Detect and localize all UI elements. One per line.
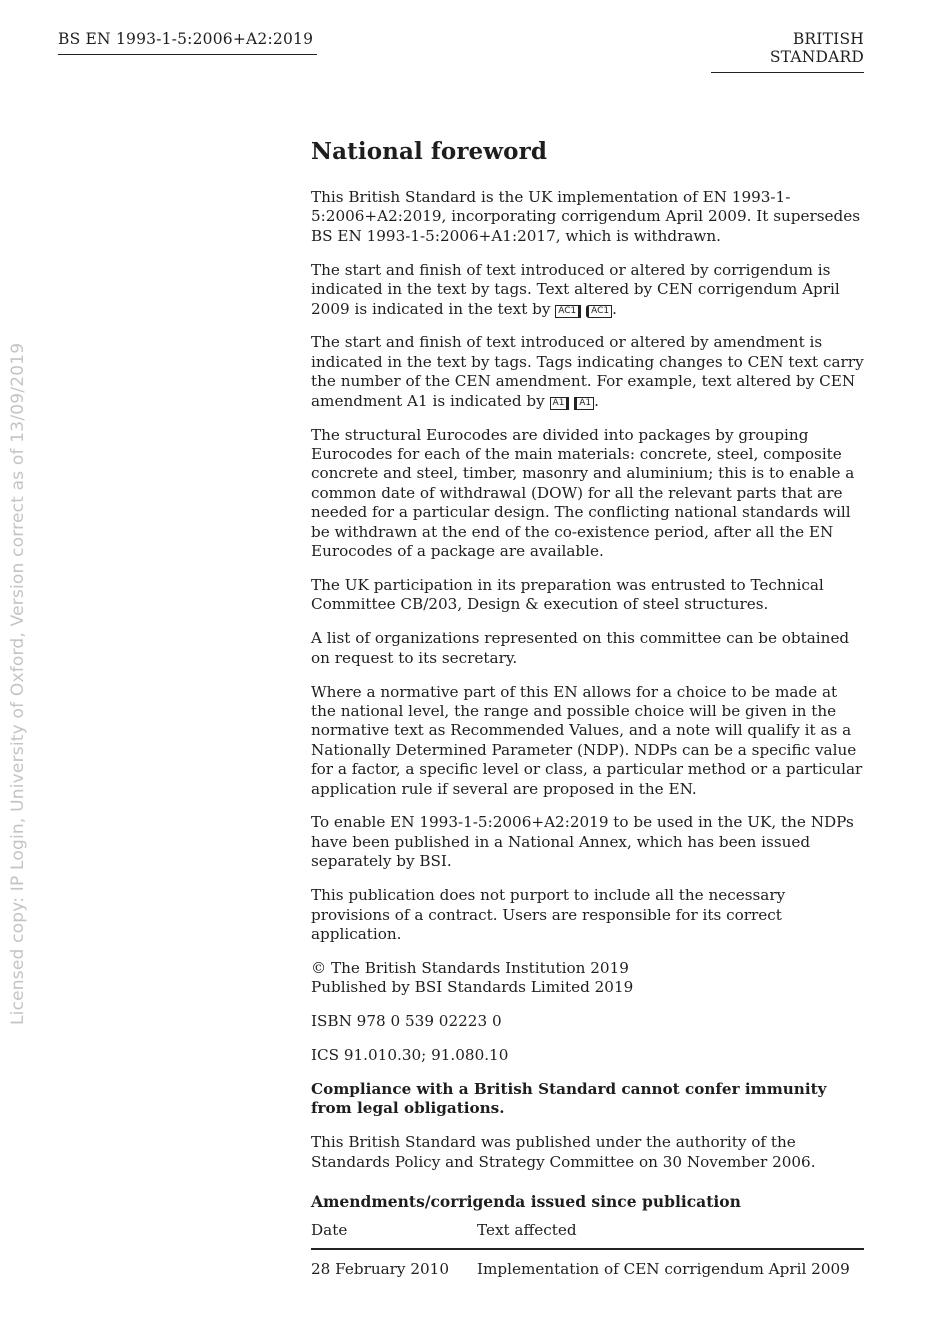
paragraph-ndp: Where a normative part of this EN allows for a choice to be made at the national level, the range and possible choice will be given in the normative text as Recommended Values, and a note will qualify it as a Nationally Determined Parameter (NDP). NDPs can be a specific value for a factor, a specific level or class, a particular method or a particular application rule if several are proposed in the EN. xyxy=(311,682,863,798)
paragraph-corrigendum-tags: The start and finish of text introduced or altered by corrigendum is indicated in the text by tags. Text altered by CEN corrigendum April 2009 is indicated in the text by AC1 AC1 . xyxy=(311,260,840,318)
paragraph-corrigendum-text: The start and finish of text introduced or altered by corrigendum is indicated in the text by tags. Text altered by CEN corrigendum April 2009 is indicated in the text by xyxy=(311,260,840,318)
paragraph-organizations: A list of organizations represented on this committee can be obtained on request to its secretary. xyxy=(311,629,850,667)
column-header-date: Date xyxy=(311,1218,477,1249)
table-row xyxy=(311,1249,864,1278)
isbn-line: ISBN 978 0 539 02223 0 xyxy=(311,1012,502,1031)
paragraph-national-annex: To enable EN 1993-1-5:2006+A2:2019 to be used in the UK, the NDPs have been published in a National Annex, which has been issued separately by BSI. xyxy=(311,813,854,871)
paragraph-implementation: This British Standard is the UK implementation of EN 1993-1-5:2006+A2:2019, incorporating corrigendum April 2009. It supersedes BS EN 1993-1-5:2006+A1:2017, which is withdrawn. xyxy=(311,188,861,245)
compliance-notice: Compliance with a British Standard cannot confer immunity from legal obligations. xyxy=(311,1080,827,1118)
amendment-text-affected: Implementation of CEN corrigendum April 2009 xyxy=(477,1260,850,1279)
page-title: National foreword xyxy=(311,138,548,165)
amendment-date: 28 February 2010 xyxy=(311,1260,449,1279)
amendments-header-row xyxy=(311,1218,864,1249)
paragraph-provisions: This publication does not purport to include all the necessary provisions of a contract. Users are responsible for its correct application. xyxy=(311,886,786,943)
paragraph-committee: The UK participation in its preparation was entrusted to Technical Committee CB/203, Design & execution of steel structures. xyxy=(311,575,824,614)
license-watermark: Licensed copy: IP Login, University of Oxford, Version correct as of 13/09/2019 xyxy=(8,342,28,1025)
column-header-text-affected: Text affected xyxy=(477,1218,864,1249)
paragraph-amendment-text: The start and finish of text introduced or altered by amendment is indicated in the text by tags. Tags indicating changes to CEN text carry the number of the CEN amendment. For example, text altered by CEN amendment A1 is indicated by xyxy=(311,333,864,410)
ac-open-tag-icon: AC1 xyxy=(555,305,581,318)
amendments-title: Amendments/corrigenda issued since publication xyxy=(311,1192,741,1212)
header-document-id: BS EN 1993-1-5:2006+A2:2019 xyxy=(58,30,317,55)
header-publisher-label: BRITISH STANDARD xyxy=(711,30,864,73)
amendments-table xyxy=(311,1218,864,1278)
ac-close-tag-icon: AC1 xyxy=(586,305,612,318)
paragraph-eurocodes: The structural Eurocodes are divided into packages by grouping Eurocodes for each of the main materials: concrete, steel, composite concrete and steel, timber, masonry and aluminium; this is to enable a common date of withdrawal (DOW) for all the relevant parts that are needed for a particular design. The conflicting national standards will be withdrawn at the end of the co-existence period, after all the EN Eurocodes of a package are available. xyxy=(311,425,855,560)
publisher-line: Published by BSI Standards Limited 2019 xyxy=(311,978,634,997)
a1-close-tag-icon: A1 xyxy=(574,397,594,410)
authority-statement: This British Standard was published under the authority of the Standards Policy and Strategy Committee on 30 November 2006. xyxy=(311,1133,816,1171)
a1-open-tag-icon: A1 xyxy=(550,397,570,410)
foreword-body xyxy=(311,138,866,1278)
copyright-line: © The British Standards Institution 2019 xyxy=(311,958,629,977)
ics-line: ICS 91.010.30; 91.080.10 xyxy=(311,1046,509,1065)
paragraph-amendment-tags: The start and finish of text introduced or altered by amendment is indicated in the text by tags. Tags indicating changes to CEN text carry the number of the CEN amendment. For example, text altered by CEN amendment A1 is indicated by A1 A1 . xyxy=(311,333,864,410)
